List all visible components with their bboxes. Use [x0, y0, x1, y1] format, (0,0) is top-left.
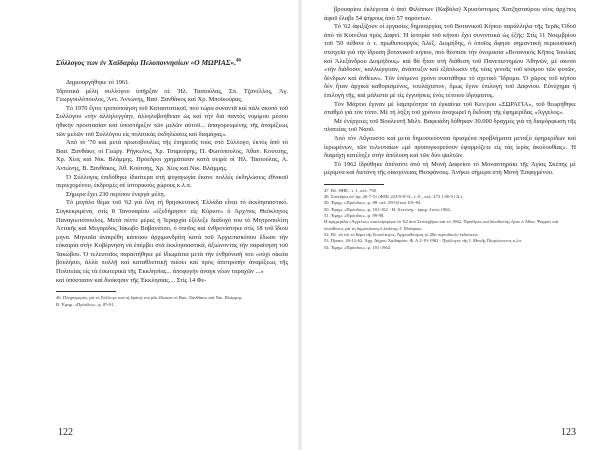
paragraph: Τὸ 1970 ἔγινε τροποποίηση τοῦ Καταστατικοῦ, ποὺ τώρα συναντᾶ καὶ πάλι σκοπὸ τοῦ Συλλόγου «τὴν ἀλληλεγγύην, ἀλληλοβοήθειαν ὡς καὶ τὴν διὰ παντὸς νομίμου μέσου ἠθικὴν προστασίαν καὶ ὑποστήριξιν τῶν μελῶν αὐτοῦ... ἀπαγορευμένης τῆς ἀναμίξεως τῶν μελῶν τοῦ Συλλόγου εἰς πολιτικὰς ἐκδηλώσεις καὶ διαμάχας». — [56, 104, 288, 138]
footnote: 47. Βλ. ΘΗΕ., τ. 1, σελ. 790. — [324, 187, 378, 193]
paragraph: Σήμερα ἔχει 230 περίπου ἐνεργὰ μέλη. — [66, 190, 166, 198]
footnote: 49. Ἐφημ. «Πρόοδος», φ. 88. σελ. 89-92 καὶ 101-84. — [324, 200, 422, 206]
section-heading: Σύλλογος των ἐν Χαϊδαρίῳ Πελοποννησίων «Ο ΜΩΡΙΑΣ».$^{46}$ — [56, 58, 241, 67]
footnote: 53. Πρακτ. 26-12-62, Ἀρχ. Δήμου Χαϊδαρίου. Φ. Α 2-19-1962 - Πρόλογος τῆς Ι. Μονῆς Πετρώνοντος κ.λπ. — [324, 238, 522, 244]
page-number-left: 122 — [58, 427, 73, 438]
footnote-divider — [56, 291, 116, 292]
paragraph: Τὸ μεγάλο θέμα τοῦ '62 γιὰ ὅλη τὴ θρησκευτικὴ Ἑλλάδα εἶναι τὸ ἐκκλησιαστικό. Συγκεκριμένα, στὶς 8 Ἰανουαρίου «ἐξεδήμησεν εἰς Κύριον» ὁ Ἀρχ/πος Θεόκλητος Παναγιωτόπουλος. Μετὰ πέντε μέρες ἡ Ἱεραρχία ἐξέλεξε διάδοχό του τὸ Μητροπολίτη Ἀττικῆς καὶ Μεγαρίδος Ἰάκωβο Βαβανάτσο, ὁ ὁποῖος καὶ ἐνθρονίστηκε στὶς 18 τοῦ ἴδιου μηνα. Μηνιαῖα ἀναιρέθη κάποιου ἀρχιμανδρίτη κατὰ τοῦ Ἀρχιεπισκόπου ἔδωσε τὴν εὐκαιρία στὴν Κυβέρνηση νὰ ἐπέμβει στὰ ἐκκλησιαστικά, ἀξιώνοντας τὴν παραίτηση τοῦ Ἰακώβου. Ὁ τελευταῖος παραιτήθηκε μὲ ἰδιωμάτια μετὰ τὴν ἐνθρόνισή του «οὐχὶ οἰκεία βουλήσει, ἀλλὰ πολλῇ καὶ καταθλιπτικῇ πιέσει καὶ πρὸς ἀποτροπὴν ἀναμίξεως τῆς Πολιτείας εἰς τὰ ἐσωτερικὰ τῆς Ἐκκλησίας... ἀποφυγὴν ἀναγκ νέων ταραχῶν ...» καὶ ὑπόστασιν καὶ διοίκησιν τῆς Ἐκκλησίας.... Στὶς 14 Φε- — [56, 199, 288, 284]
paragraph: Ἀπὸ τὸ '70 καὶ μετὰ πρωτοβουλίες τῆς ἐπηρεοῦς τοὺς στὸ Σύλλογο, ἐκτὸς ἀπὸ τὸ Βασ. Ξανθάκο, οἱ Γεώργ. Ρήγκελος, Χρ. Τσαμούρης, Π. Φωτόπουλος, Ἀθαν. Κούτσης, Χρ. Χίος καὶ Νικ. Βλάμμης. Πρόεδροι χρημάτισαν κατὰ σειρὰ οἱ Ἠλ. Τασιούλας, Α. Ἀντώνης, Β. Ξανθάκος, Ἀθ. Κούτσης, Χρ. Χίος καὶ Νικ. Βλάμμης. — [56, 139, 288, 172]
footnote: 46. Πληροφορίες γιὰ τὸ Σύλλογο καὶ τὴ δράση του μᾶς ἔδωσαν οἱ Βασ. Ξανθάκος καὶ Νικ. Βλάμμης. — [56, 295, 243, 301]
paragraph: βρουαρίου ἐκλέγεται ὁ ἀπὸ Φιλίππων (Καβάλα) Χρυσόστομος Χατζησταύρου νέος ἀρχ/πος ἀφοῦ ἔλαβε 54 ψήφους ἀπὸ 57 παρόντων. — [324, 6, 576, 22]
paragraph: Ἀπὸ τὸν Αὔγουστο καὶ μετὰ δημοσιεύονται ὁρισμένα προβλήματα μεταξὺ ἐφημερίδων καὶ ἱερωμένων, τῶν τελευταίων «μὲ προσυγκορεύουν ἐφαρμόζετε εἰς τὰς ἱερὰς ἀκολουθίας». Ἡ διαμάχη κατέληξε στὴν ἀπόλυση καὶ τῶν δύο ψαλτῶν. — [324, 134, 576, 160]
footnote: 54. Ἐφημ. «Πρόοδος», φ. 101-1962. — [324, 244, 392, 250]
footnote: Η ἐφημερίδα «Ἀγγελος» κυκλοφόρησε τὸ '62 ἀπὸ Σεπτέμβριο καὶ τὸ 1962. Προέδρος καὶ διευθυντὴς ἦταν ὁ Ἀθαν. Ψαρρός καὶ ὑπεύθυνος γιὰ τὴ δημοσίευση ὁ ἐκδότης Γ. Μπάρκας. — [324, 219, 559, 231]
paragraph: Τὸν Μάρτιο ἔγιναν μὲ λαμπρότητα τὰ ἐγκαίνια τοῦ Κεν/ρου «ΣΩΡΑΓΙΑ», τοῦ θεωρήθηκε σταθμὸ γιὰ τὸν τόπο. Μὲ τὴ λήξη τοῦ χρόνου ἀναχωρεῖ ἡ ἔκδοση τῆς ἐφημερίδας «Ἀγγελος». — [324, 100, 576, 117]
footnote: 48. Συνεδρία ὑπ' ἀρ. 26-7-51 (ΦΕΚ 223/9-8-51, τ. Α΄, σελ. 273 1.06-51 Δ.). — [324, 194, 464, 200]
paragraph: Τὸ 1962 ἱδρύθηκε ἀπέναντι ἀπὸ τὴ Μονὴ Δαφνίου τὸ Μοναστηράκι τῆς Ἁγίας Σκέπης μὲ μέριμνα καὶ διετάνη τῆς οἰκογένειας Θεοφάνους. Ἀνήκει σήμερα στὴ Μονὴ Ἐσφιγμένου. — [324, 160, 576, 177]
paragraph: Τὸ '62 ἀφιξίζουν οἱ ἐργασίες δημιουργίας τοῦ Βοτανικοῦ Κήπου παράλληλα τῆς Ἱερᾶς Ὁδοῦ ἀπὸ τὰ Κοινέλια πρὸς Δαφνί. Ἡ ἱστορία τοῦ κήπου ἔχει συνοπτικὰ ὡς ἑξῆς: Στὶς 11 Νοεμβρίου τοῦ '50 πέθανε ὁ τ. πρωθυπουργὸς Ἀλέξ. Διομήδης, ὁ ὁποῖος ἄφησε σημαντικὴ περιουσιακὴ στοιχεῖα γιὰ τὴν ἵδρυση βοτανικοῦ κήπου, ποὺ θέσπισε τὴν ὀνομασία «Βοτανικὸς Κῆπος Ἰουλίας καὶ Ἀλεξάνδρου Διομήδους» καὶ θὰ ἦταν στὴ διάθεση τοῦ Πανεπιστημίου Ἀθηνῶν, μὲ σκοπὸ «τὴν διάδοσιν, καλλιέργειαν, ἀνάπτυξιν καὶ ἐξάπλωσιν τῆς νέας γενεᾶς τοῦ κόσμου τῶν φυτῶν, δένδρων καὶ ἀνθέων». Τὸν ἐπόμενο χρόνο συστάθηκε τὸ σχετικὸ Ἴδρυμα. Ὁ χῶρος τοῦ κήπου δὲν ἦταν ἀρχικὰ καθορισμένος, τουλάχιστον, ὅμως ἔγινε ἐπιλογὴ τοῦ Δαφνίου. Εὐτύχημα ἡ ἐπιλογὴ τῆς, καὶ μάλιστα μὲ τὶς ἐγγυήσεις ἐνὸς τέτοιου ἱδρύματος. — [324, 23, 576, 99]
footnote: 51. Ἐφημ. «Πρόοδος», φ. 99-98. — [324, 213, 385, 219]
footnote: 52. Βλ. τὰ ἐπὶ τὸ θέμα τῆς Κοινότητος, Ἀρχειοθέτηση τὸ 20ὸ περιοδικῶν ἐκδόσεων. — [324, 231, 480, 237]
footnote: Β. Ἐφημ. «Πρόοδος», φ. 85-91. — [56, 301, 115, 307]
footnote: 50. Ἐφημ. «Πρόοδος», φ. 101-102 - Η. Ἀντώνης - ἐφημ. ἔτους 1962. — [324, 206, 451, 212]
paragraph: Δημιουργήθηκε τὸ 1961. Ἰδρυτικὰ μέλη συλλόγου ὑπῆρξαν οἱ: Ἠλ. Τασιούλας, Σπ. Τζανέλλος, Ἀγ. Γεωργουλόπουλος, Ἀντ. Ἀντώνης, Βασ. Ξανθάκος καὶ Χρ. Μποϊκούρας. — [56, 79, 288, 104]
paragraph: Ὁ Σύλλογος ἐπιδόθηκε ἰδιαίτερα στὴ ψυχαγωγία ἔκανε πολλὲς ἐκδηλώσεις ἐθνικοῦ περιεχομένου, ἐκδρομὲς σὲ ἱστορικοὺς χώρους κ.λ.π. — [56, 173, 288, 190]
heading-footnote-marker: 46 — [235, 58, 241, 64]
page-number-right: 123 — [561, 427, 576, 438]
right-page — [300, 0, 600, 450]
paragraph: Μὲ ἐνέργειες τοῦ Βουλευτῆ Μιλτ. Βαφειάδη δόθηκαν 30.000 δραχμὲς γιὰ τὴ διαμόρφωση τῆς πλατείας τοῦ Ναοῦ. — [324, 117, 576, 134]
footnote-divider — [324, 184, 384, 185]
